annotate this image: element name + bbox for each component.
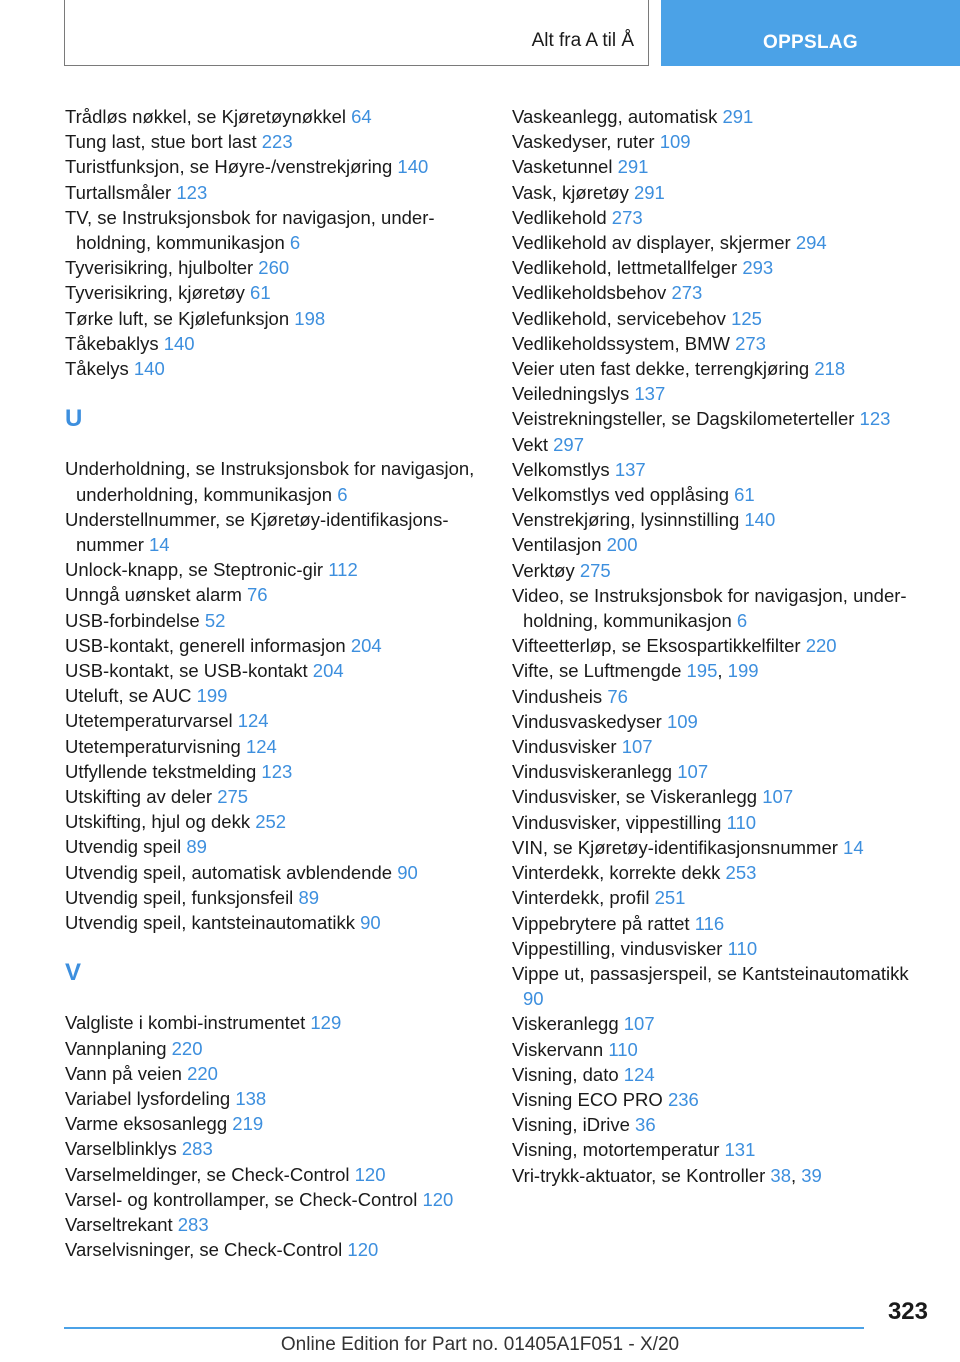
index-entry-text: Varsel- og kontrollamper, se Check-Control [65,1188,418,1210]
index-entry [512,1087,922,1112]
index-entry-text: Verktøy [512,559,575,581]
index-column-left [65,104,485,1263]
page-reference-link[interactable]: 14 [843,836,864,858]
index-entry [512,230,922,255]
index-entry-text: Varme eksosanlegg [65,1113,228,1135]
page-reference-link[interactable]: 204 [350,634,382,656]
index-entry-text: Vedlikehold, servicebehov [512,307,726,329]
index-entry [65,683,485,708]
page-reference-link[interactable]: 109 [666,710,698,732]
index-entry [512,104,922,129]
page-reference-link[interactable]: 123 [261,760,293,782]
page-reference-link[interactable]: 90 [360,912,381,934]
index-entry-text: Visning, dato [512,1063,619,1085]
page-reference-link[interactable]: 89 [186,836,207,858]
page-reference-link[interactable]: 120 [354,1163,386,1185]
index-entry [65,633,485,658]
index-entry [512,280,922,305]
index-entry-text: TV, se Instruksjonsbok for navigasjon, underholdning, kommunikasjon [65,206,435,254]
index-entry [512,457,922,482]
index-entry-text: Vindusvisker, vippestilling [512,811,722,833]
index-entry-text: Veier uten fast dekke, terrengkjøring [512,358,810,380]
page-reference-link[interactable]: 138 [235,1088,267,1110]
page-reference-link[interactable]: 273 [611,206,643,228]
index-entry [65,356,485,381]
index-entry [65,1162,485,1187]
index-entry-text: Vippe ut, passasjerspeil, se Kantsteinautomatikk [512,962,909,984]
page-reference-link[interactable]: 195 [686,660,718,682]
index-entry [512,558,922,583]
page-reference-link[interactable]: 125 [731,307,762,329]
page-reference-link[interactable]: 293 [742,257,774,279]
index-entry [65,255,485,280]
page-reference-link[interactable]: 52 [204,609,226,631]
page-reference-link[interactable]: 219 [232,1113,264,1135]
page-reference-link[interactable]: 199 [727,660,759,682]
index-entry-text: Tyverisikring, hjulbolter [65,257,254,279]
index-entry-text: Utvendig speil [65,836,182,858]
index-entry [65,759,485,784]
index-letter-heading: U [65,405,83,433]
index-entry-text: Vedlikehold, lettmetallfelger [512,257,738,279]
page-reference-link[interactable]: 220 [187,1062,218,1084]
index-entry-text: Viskervann [512,1038,604,1060]
index-letter-heading: V [65,959,82,987]
index-entry-text: Vaskeanlegg, automatisk [512,106,718,127]
index-entry-text: Turtallsmåler [65,181,172,203]
index-entry [65,1061,485,1086]
index-entry [512,1062,922,1087]
index-entry [512,1011,922,1036]
index-entry-text: Vekt [512,433,548,455]
page-reference-link[interactable]: 275 [217,786,249,808]
page-reference-link[interactable]: 291 [633,181,665,203]
page-reference-link[interactable]: 294 [795,232,827,254]
index-entry [65,507,485,557]
page-number: 323 [887,1298,928,1325]
index-entry [65,180,485,205]
index-entry [65,1187,485,1212]
index-entry [512,154,922,179]
index-entry [65,860,485,885]
page-reference-link[interactable]: 6 [337,483,348,505]
page-reference-link[interactable]: 124 [237,710,269,732]
index-entry [512,381,922,406]
index-entry [65,331,485,356]
page-reference-link[interactable]: 90 [523,988,544,1010]
page-reference-link[interactable]: 140 [397,156,429,178]
page-reference-link[interactable]: 107 [677,761,709,783]
index-entry-text: Trådløs nøkkel, se Kjøretøynøkkel [65,106,346,127]
index-entry-text: USB-kontakt, se USB-kontakt [65,660,308,682]
page-reference-link[interactable]: 283 [177,1214,209,1236]
index-entry [65,1237,485,1262]
index-entry-text: Tørke luft, se Kjølefunksjon [65,307,290,329]
index-entry-text: Vinterdekk, korrekte dekk [512,862,721,884]
index-entry-text: Vasketunnel [512,156,613,178]
index-entry-text: Utetemperaturvarsel [65,710,233,732]
index-entry-text: Velkomstlys [512,458,610,480]
index-entry [512,306,922,331]
index-entry-text: Vedlikeholdssystem, BMW [512,332,730,354]
index-entry-text: Video, se Instruksjonsbok for navigasjon, underholdning, kommunikasjon [512,584,907,632]
index-entry [512,507,922,532]
page-reference-link[interactable]: 110 [727,937,758,959]
index-entry [512,482,922,507]
index-entry: Vifte, se Luftmengde 195, 199 [512,660,759,682]
index-entry-text: Visning, motortemperatur [512,1139,720,1161]
index-entry [512,406,922,431]
page-reference-link[interactable]: 112 [328,559,358,581]
index-entry-text: Tung last, stue bort last [65,131,257,153]
index-entry [512,684,922,709]
page-reference-link[interactable]: 110 [608,1038,638,1060]
page-reference-link[interactable]: 109 [659,131,691,153]
page-reference-link[interactable]: 123 [859,408,891,430]
index-entry [512,129,922,154]
page-reference-link[interactable]: 140 [744,509,776,531]
index-entry-text: Utvendig speil, funksjonsfeil [65,886,294,908]
index-entry [65,306,485,331]
index-entry-text: Vedlikeholdsbehov [512,282,667,304]
index-entry-text: Uteluft, se AUC [65,685,192,707]
index-entry-text: Turistfunksjon, se Høyre-/venstrekjøring [65,156,393,178]
page-reference-link[interactable]: 61 [734,484,755,506]
page-reference-link[interactable]: 223 [261,131,293,153]
page-reference-link[interactable]: 252 [255,811,287,833]
page-reference-link[interactable]: 200 [606,534,638,556]
index-entry [512,936,922,961]
index-entry-text: VIN, se Kjøretøy-identifikasjonsnummer [512,836,838,858]
index-entry [512,331,922,356]
index-entry-text: Visning, iDrive [512,1114,630,1136]
index-entry [512,1112,922,1137]
index-entry [512,911,922,936]
page-reference-link[interactable]: 36 [635,1114,656,1136]
header-tab-label: OPPSLAG [762,32,858,53]
page-reference-link[interactable]: 260 [258,257,290,279]
index-entry-text: Utskifting av deler [65,786,213,808]
page-reference-link[interactable]: 14 [149,534,170,556]
index-entry-text: Variabel lysfordeling [65,1088,231,1110]
page-reference-link[interactable]: 110 [726,811,757,833]
index-entry [65,205,485,255]
index-entry [65,834,485,859]
index-entry [65,910,485,935]
page-reference-link[interactable]: 236 [667,1088,699,1110]
index-entry-text: Understellnummer, se Kjøretøy-identifikasjonsnummer [65,508,449,556]
index-entry-text: Vippebrytere på rattet [512,912,690,934]
index-entry-text: Vindusheis [512,685,603,707]
page-reference-link[interactable]: 124 [623,1063,655,1085]
header-section-box [64,0,649,66]
index-entry [65,658,485,683]
index-entry [65,154,485,179]
index-entry [512,784,922,809]
index-entry-text: Vippestilling, vindusvisker [512,937,723,959]
index-entry [65,1086,485,1111]
index-entry-text: Vifte, se Luftmengde [512,660,682,682]
index-entry-text: USB-kontakt, generell informasjon [65,634,346,656]
index-entry-text: Utvendig speil, kantsteinautomatikk [65,912,355,934]
index-entry-text: Vindusviskeranlegg [512,761,673,783]
page-reference-link[interactable]: 140 [133,358,165,380]
page-reference-link[interactable]: 129 [310,1012,342,1034]
index-entry-text: Varselvisninger, se Check-Control [65,1239,343,1261]
index-entry [65,1111,485,1136]
page-reference-link[interactable]: 131 [724,1139,756,1161]
page-reference-link[interactable]: 273 [735,332,766,354]
index-entry [512,860,922,885]
index-entry [65,582,485,607]
index-entry-text: Vannplaning [65,1037,167,1059]
watermark: carmanualsonline.info [625,1328,933,1359]
page-reference-link[interactable]: 204 [312,660,344,682]
page-reference-link[interactable]: 218 [814,358,846,380]
index-entry-text: Valgliste i kombi-instrumentet [65,1012,306,1034]
page-reference-link[interactable]: 64 [351,106,372,127]
index-entry-text: Utvendig speil, automatisk avblendende [65,861,393,883]
page-reference-link[interactable]: 297 [553,433,585,455]
index-entry-text: Vann på veien [65,1062,182,1084]
index-entry-text: Veiledningslys [512,383,630,405]
index-entry [512,734,922,759]
index-entry [65,1136,485,1161]
index-entry-text: Velkomstlys ved opplåsing [512,484,729,506]
index-entry [65,456,485,506]
page-reference-link[interactable]: 140 [163,332,195,354]
index-entry-text: Vindusvaskedyser [512,710,662,732]
page-reference-link[interactable]: 120 [347,1239,379,1261]
page-reference-link[interactable]: 251 [654,887,686,909]
index-entry-text: Utetemperaturvisning [65,735,241,757]
index-entry-text: Veistrekningsteller, se Dagskilometerteller [512,408,855,430]
index-entry [512,759,922,784]
index-entry [65,608,485,633]
index-entry-text: Varseltrekant [65,1214,173,1236]
index-entry [512,432,922,457]
index-entry: Vri-trykk-aktuator, se Kontroller 38, 39 [512,1164,822,1186]
index-entry [65,734,485,759]
index-entry [512,835,922,860]
index-entry [512,532,922,557]
page-reference-link[interactable]: 253 [725,862,757,884]
index-entry [512,583,922,633]
header-section-title: Alt fra A til Å [531,30,634,51]
index-entry-text: Varselblinklys [65,1138,177,1160]
page-reference-link[interactable]: 61 [250,282,271,304]
index-entry [512,255,922,280]
page-reference-link[interactable]: 137 [614,458,646,480]
index-entry-text: Vedlikehold av displayer, skjermer [512,232,791,254]
index-entry-text: Visning ECO PRO [512,1088,663,1110]
index-entry [512,356,922,381]
page-reference-link[interactable]: 116 [694,912,725,934]
index-entry [512,205,922,230]
index-entry-text: Vedlikehold [512,206,607,228]
page-reference-link[interactable]: 76 [247,584,268,606]
page-reference-link[interactable]: 90 [397,861,418,883]
index-entry-text: Vindusvisker [512,736,617,758]
page-reference-link[interactable]: 6 [736,610,748,632]
index-entry [512,961,922,1011]
page-reference-link[interactable]: 107 [762,786,794,808]
index-entry-text: Vask, kjøretøy [512,181,629,203]
index-entry-text: Tyverisikring, kjøretøy [65,282,245,304]
index-entry-text: Utfyllende tekstmelding [65,760,257,782]
index-entry [512,885,922,910]
page-reference-link[interactable]: 199 [196,685,228,707]
index-entry [65,280,485,305]
page-reference-link[interactable]: 291 [722,106,754,127]
index-entry-text: Ventilasjon [512,534,602,556]
index-entry [512,810,922,835]
index-entry-text: Underholdning, se Instruksjonsbok for navigasjon, underholdning, kommunikasjon [65,458,475,505]
page-reference-link[interactable]: 220 [171,1037,203,1059]
page-reference-link[interactable]: 107 [621,736,653,758]
index-entry [512,709,922,734]
page-reference-link[interactable]: 89 [298,886,320,908]
page-reference-link[interactable]: 123 [176,181,208,203]
index-entry-text: Varselmeldinger, se Check-Control [65,1163,350,1185]
page-reference-link[interactable]: 273 [671,282,703,304]
page-reference-link[interactable]: 198 [294,307,326,329]
index-entry-text: Utskifting, hjul og dekk [65,811,251,833]
footer-divider [64,1327,864,1329]
index-entry [65,708,485,733]
index-entry-text: Viskeranlegg [512,1013,619,1035]
index-entry-text: Vifteetterløp, se Eksospartikkelfilter [512,635,801,657]
index-entry [512,633,922,658]
index-entry [512,1037,922,1062]
index-entry-text: Vindusvisker, se Viskeranlegg [512,786,758,808]
index-entry [65,885,485,910]
page-reference-link[interactable]: 39 [801,1164,822,1186]
page-reference-link[interactable]: 291 [617,156,649,178]
index-column-right [512,104,922,1188]
index-entry-text: Vinterdekk, profil [512,887,650,909]
index-entry-text: Venstrekjøring, lysinnstilling [512,509,740,531]
index-entry [65,1212,485,1237]
page-reference-link[interactable]: 124 [245,735,277,757]
index-entry-text: Vri-trykk-aktuator, se Kontroller [512,1164,766,1186]
page-reference-link[interactable]: 76 [607,685,628,707]
index-entry-text: USB-forbindelse [65,609,200,631]
page-reference-link[interactable]: 38 [770,1164,791,1186]
index-entry [65,1010,485,1035]
page-reference-link[interactable]: 283 [181,1138,213,1160]
index-entry-text: Vaskedyser, ruter [512,131,655,153]
footer-edition-text: Online Edition for Part no. 01405A1F051 - X/20 [280,1334,680,1355]
index-entry-text: Unngå uønsket alarm [65,584,242,606]
page-reference-link[interactable]: 120 [422,1188,454,1210]
index-entry [512,180,922,205]
index-entry [65,557,485,582]
page-reference-link[interactable]: 137 [634,383,666,405]
index-entry [65,809,485,834]
page-reference-link[interactable]: 107 [623,1013,655,1035]
index-entry-text: Unlock-knapp, se Steptronic-gir [65,559,324,581]
page-reference-link[interactable]: 6 [289,232,301,254]
index-entry-text: Tåkelys [65,358,129,380]
index-entry [65,784,485,809]
index-entry [65,129,485,154]
page-reference-link[interactable]: 220 [805,635,837,657]
index-entry-text: Tåkebaklys [65,332,159,354]
index-entry [65,1036,485,1061]
index-entry [512,1137,922,1162]
index-entry [65,104,485,129]
header-tab-oppslag[interactable] [661,0,960,66]
page-reference-link[interactable]: 275 [579,559,611,581]
